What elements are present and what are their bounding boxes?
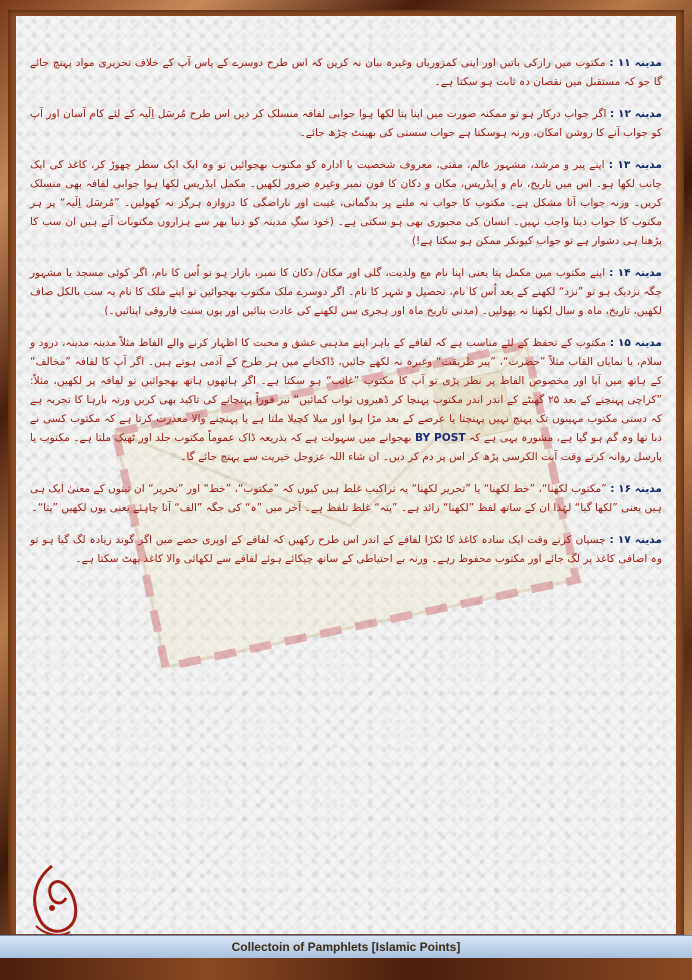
page-paper: [16, 16, 676, 934]
point-11: مدینہ ۱۱ : مکتوب میں رازکی باتیں اور اپنی کمزوریاں وغیرہ بیان نہ کریں کہ اس طرح دوسرے کے پاس آپ کے خلاف تحریری مواد پہنچ جائے گا جو کہ مستقبل میں نقصان دہ ثابت ہو سکتا ہے۔: [30, 57, 662, 88]
pamphlet-text: [30, 54, 662, 582]
point-15: مدینہ ۱۵ : مکتوب کے تحفظ کے لئے مناسب ہے کہ لفافے کے باہر اپنے مذہبی عشق و محبت کا اظہار کرنے والے الفاظ مثلاً مدینہ مدینہ، درود و سلام، یا نمایاں القاب مثلاً ”حضرت“، ”پیر طریقت“ وغیرہ نہ لکھے جائیں، ڈاکخانے میں ہر طرح کے آدمی ہوتے ہیں۔ اگر آپ کا لفافہ ”مخالف“ کے ہاتھ میں آیا اور مخصوص الفاظ پر نظر پڑی تو آپ کا مکتوب ”غائب“ ہو سکتا ہے۔ اگر ہاتھوں ہاتھ بھجوائیں تو لفافہ پر لکھیں، مثلاً: ”کراچی پہنچنے کے بعد ۲۵ گھنٹے کے اندر اندر مکتوب پہنچا کر ڈھیروں ثواب کمائیں“ نیز فوراً پہنچانے کی تاکید بھی کریں ورنہ بارہا کا تجربہ ہے کہ دستی مکتوب مہینوں تک پہنچ نہیں پہنچتا یا عرصے کے بعد مڑا ہوا اور میلا کچیلا ملتا ہے یا پہنچنے والا معذرت کرتا ہے کہ مکتوب کسی نے دبا تھا وہ گم ہو گیا ہے، مشورہ یہی ہے کہ BY POST بھجوانے میں سہولت ہے کہ بذریعہ ڈاک عموماً مکتوب جلد اور ٹھیک ملتا ہے۔ مکتوب یا پارسل روانہ کرتے وقت آیت الکرسی پڑھ کر اس پر دم کر دیں۔ ان شاء اللہ عزوجل خیریت سے پہنچ جائے گا۔: [30, 337, 663, 463]
point-16: مدینہ ۱۶ : ”مکتوب لکھنا“، ”خط لکھنا“ یا ”تحریر لکھنا“ یہ تراکیب غلط ہیں کیوں کہ ”مکتوب“، ”خط“ اور ”تحریر“ ان تینوں کے معنیٰ ایک ہی ہیں یعنی ”لکھا گیا“ لہٰذا ان کے ساتھ لفظ ”لکھنا“ زائد ہے۔ ”پتہ“ غلط تلفظ ہے۔ آخر میں ”ہ“ کی جگہ ”الف“ آنا چاہئے یعنی یوں لکھیں ”پتا“۔: [30, 483, 662, 514]
frame-bottom-strip: [0, 958, 692, 980]
point-17: مدینہ ۱۷ : چسپاں کرتے وقت ایک سادہ کاغذ کا ٹکڑا لفافے کے اندر اس طرح رکھیں کہ لفافے کے اوپری حصے میں اگر گوند زیادہ لگ گیا ہو تو وہ اضافی کاغذ پر لگ جائے اور مکتوب محفوظ رہے۔ ورنہ بے احتیاطی کے ساتھ چپکائے ہوئے لفافے سے لکھائی والا کاغذ پھٹ سکتا ہے۔: [30, 534, 662, 565]
point-14: مدینہ ۱۴ : اپنے مکتوب میں مکمل پتا یعنی اپنا نام مع ولدیت، گلی اور مکان/ دکان کا نمبر، بازار ہو تو اُس کا نام، اگر کوئی مسجد یا مشہور جگہ نزدیک ہو تو ”نزد“ لکھنے کے بعد اُس کا نام، تحصیل و شہر کا نام۔ اگر دوسرے ملک مکتوب بھجوائیں تو اپنے ملک کا نام یہ سب بالکل صاف لکھیں، تاریخ، ماہ و سال لکھنا نہ بھولیں۔ (مدنی تاریخ ماہ اور ہجری سن لکھنے کی عادت بنائیں اور یوں سنت فاروقی اپنائیں۔): [30, 267, 662, 317]
calligraphy-logo: [22, 862, 82, 942]
point-13: مدینہ ۱۳ : اپنے پیر و مرشد، مشہور عالم، مفتی، معروف شخصیت یا ادارہ کو مکتوب بھجوائیں تو وہ ایک ایک سطر چھوڑ کر، کاغذ کی ایک جانب لکھا ہو۔ اس میں تاریخ، نام و ایڈریس، مکان و دکان کا فون نمبر وغیرہ ضرور لکھیں۔ مکمل ایڈریس لکھا ہوا جوابی لفافہ بھی منسلک کریں۔ ورنہ جواب آنا مشکل ہے۔ مکتوب کا جواب نہ ملنے پر بدگمانی، غیبت اور ناراضگی کا دروازہ ہرگز نہ کھولیں۔ ”مُرسَل اِلَیہ“ پر ہر مکتوب کا جواب دینا واجب نہیں۔ انسان کی مجبوری بھی ہو سکتی ہے۔ (خود سگِ مدینہ کو دنیا بھر سے ہزاروں مکتوبات آتے ہیں ان سب کا پڑھنا ہی دشوار ہے تو جواب کیونکر ممکن ہو سکتا ہے!): [30, 159, 662, 247]
point-12: مدینہ ۱۲ : اگر جواب درکار ہو تو ممکنہ صورت میں اپنا پتا لکھا ہوا جوابی لفافہ منسلک کر دیں اس طرح مُرسَل اِلَیہ کے لئے کام آسان اور آپ کو جواب آنے کا روشن امکان، ورنہ ہوسکتا ہے جواب سستی کی بھینٹ چڑھ جائے۔: [30, 108, 662, 139]
by-post-text: BY POST: [414, 432, 466, 444]
footer-caption: Collectoin of Pamphlets [Islamic Points]: [0, 935, 692, 959]
